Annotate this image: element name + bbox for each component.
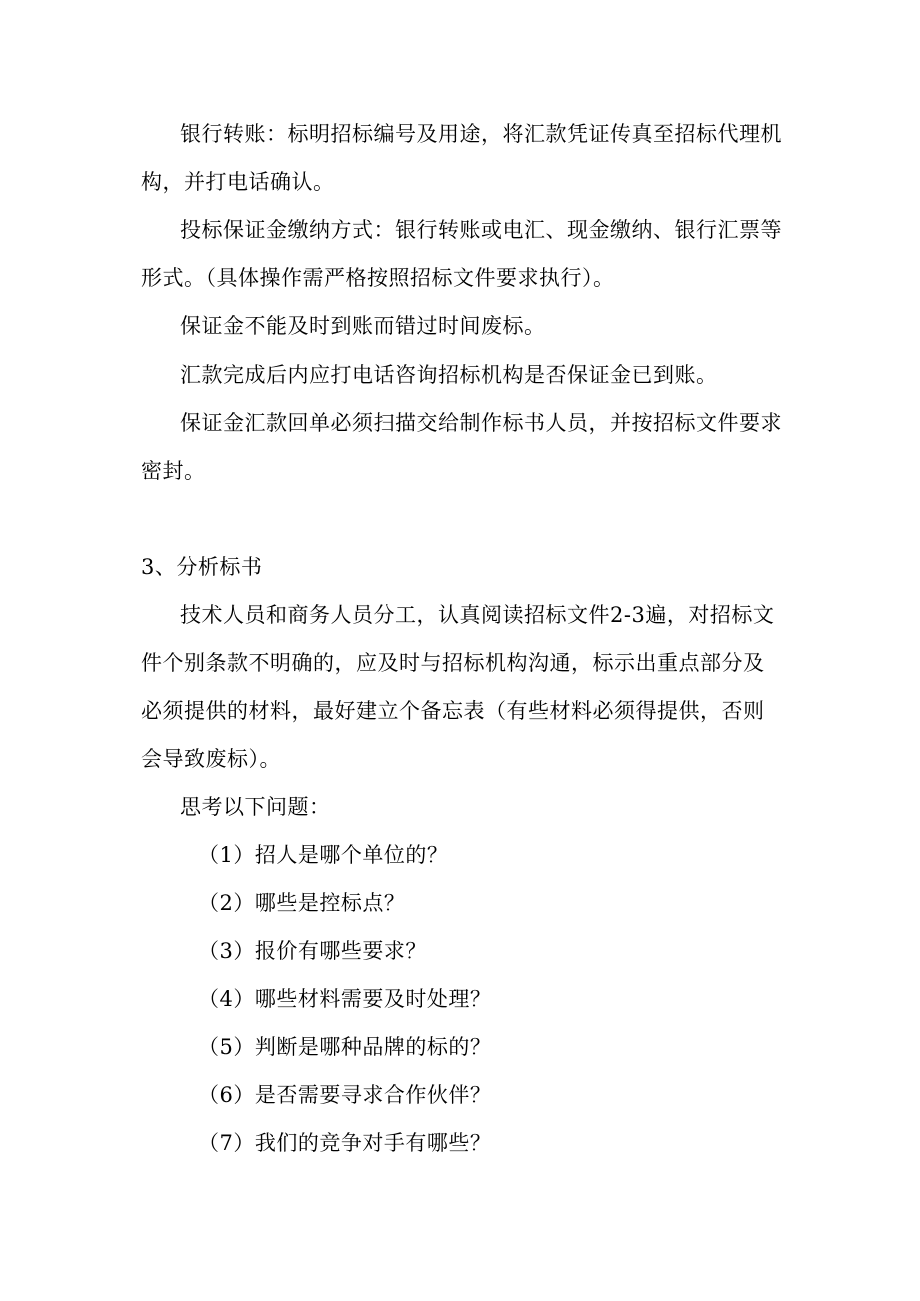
paragraph-confirm-arrival: 汇款完成后内应打电话咨询招标机构是否保证金已到账。 — [180, 363, 718, 387]
question-item: （5）判断是哪种品牌的标的？ — [198, 1035, 492, 1059]
questions-intro: 思考以下问题： — [180, 795, 331, 819]
section-paragraph-line-1: 技术人员和商务人员分工，认真阅读招标文件2-3遍，对招标文 — [180, 603, 775, 627]
question-item: （3）报价有哪些要求？ — [198, 939, 427, 963]
paragraph-receipt-scan-line-2: 密封。 — [141, 459, 206, 483]
paragraph-deposit-method-line-2: 形式。（具体操作需严格按照招标文件要求执行）。 — [141, 266, 615, 290]
section-paragraph-line-4: 会导致废标）。 — [141, 747, 281, 771]
question-item: （2）哪些是控标点？ — [198, 891, 406, 915]
question-item: （7）我们的竞争对手有哪些？ — [198, 1131, 492, 1155]
section-paragraph-line-3: 必须提供的材料，最好建立个备忘表（有些材料必须得提供，否则 — [141, 699, 765, 723]
question-item: （1）招人是哪个单位的？ — [198, 843, 449, 867]
section-heading: 3、分析标书 — [141, 555, 263, 579]
section-paragraph-line-2: 件个别条款不明确的，应及时与招标机构沟通，标示出重点部分及 — [141, 651, 765, 675]
paragraph-bank-transfer-line-2: 构，并打电话确认。 — [141, 170, 335, 194]
paragraph-bank-transfer-line-1: 银行转账：标明招标编号及用途，将汇款凭证传真至招标代理机 — [180, 122, 782, 146]
paragraph-deposit-method-line-1: 投标保证金缴纳方式：银行转账或电汇、现金缴纳、银行汇票等 — [180, 218, 782, 242]
paragraph-receipt-scan-line-1: 保证金汇款回单必须扫描交给制作标书人员，并按招标文件要求 — [180, 411, 782, 435]
question-item: （4）哪些材料需要及时处理？ — [198, 987, 492, 1011]
paragraph-deposit-late: 保证金不能及时到账而错过时间废标。 — [180, 314, 546, 338]
question-item: （6）是否需要寻求合作伙伴？ — [198, 1083, 492, 1107]
